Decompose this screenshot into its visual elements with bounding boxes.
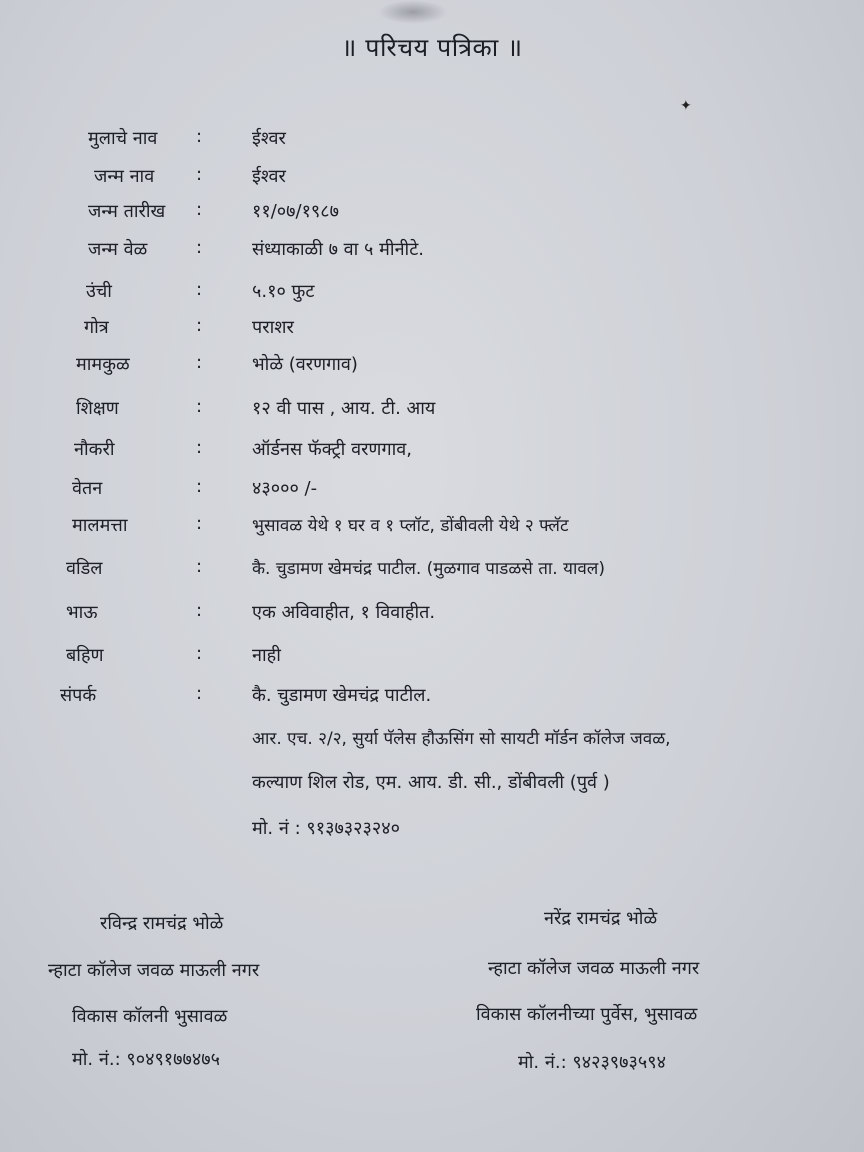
field-separator: : [196, 437, 203, 458]
contact-address-line-1: आर. एच. २/२, सुर्या पॅलेस हौऊसिंग सो सायटी मॉर्डन कॉलेज जवळ, [252, 729, 671, 749]
field-row-height [0, 279, 864, 309]
field-label: संपर्क [60, 685, 97, 706]
field-value: १२ वी पास , आय. टी. आय [252, 398, 436, 419]
field-row-salary [0, 476, 864, 506]
field-row-education [0, 396, 864, 426]
left-signatory-address-1: न्हाटा कॉलेज जवळ माऊली नगर [48, 960, 260, 981]
field-value: भोळे (वरणगाव) [252, 354, 358, 375]
field-value: ४३००० /- [252, 478, 318, 499]
field-label: उंची [86, 281, 112, 302]
field-separator: : [196, 513, 203, 534]
field-row-property [0, 513, 864, 543]
field-separator: : [196, 556, 203, 577]
field-value: एक अविवाहीत, १ विवाहीत. [252, 602, 436, 623]
right-signatory-phone: मो. नं.: ९४२३९७३५९४ [518, 1052, 666, 1073]
field-separator: : [196, 643, 203, 664]
field-separator: : [196, 396, 203, 417]
left-signatory-address-2: विकास कॉलनी भुसावळ [72, 1006, 228, 1027]
contact-address-line-2: कल्याण शिल रोड, एम. आय. डी. सी., डोंबीवली (पुर्व ) [252, 772, 610, 793]
left-signatory-phone: मो. नं.: ९०४९१७७४७५ [72, 1049, 220, 1070]
field-row-birth-date [0, 199, 864, 229]
field-label: मालमत्ता [72, 515, 128, 536]
field-value: ११/०७/१९८७ [252, 201, 340, 222]
field-row-sister [0, 643, 864, 673]
field-separator: : [196, 352, 203, 373]
field-row-gotra [0, 315, 864, 345]
field-separator: : [196, 126, 203, 147]
contact-phone: मो. नं : ९१३७३२३२४० [252, 818, 400, 839]
field-value: संध्याकाळी ७ वा ५ मीनीटे. [252, 239, 425, 260]
right-signatory-address-1: न्हाटा कॉलेज जवळ माऊली नगर [488, 958, 700, 979]
left-signatory-name: रविन्द्र रामचंद्र भोळे [100, 913, 224, 934]
field-label: बहिण [66, 645, 104, 666]
field-label: मुलाचे नाव [88, 128, 158, 149]
field-label: नौकरी [74, 439, 115, 460]
field-value: ऑर्डनस फॅक्ट्री वरणगाव, [252, 439, 412, 460]
field-row-birth-name [0, 164, 864, 194]
field-value: ईश्वर [252, 128, 286, 149]
field-label: शिक्षण [76, 398, 119, 419]
field-value: ईश्वर [252, 166, 286, 187]
field-separator: : [196, 279, 203, 300]
field-value: नाही [252, 645, 281, 666]
right-signatory-name: नरेंद्र रामचंद्र भोळे [544, 908, 658, 929]
field-label: जन्म नाव [94, 166, 155, 187]
field-value: ५.१० फुट [252, 281, 315, 302]
field-row-name [0, 126, 864, 156]
ink-mark: ✦ [680, 98, 692, 114]
right-signatory-address-2: विकास कॉलनीच्या पुर्वेस, भुसावळ [476, 1004, 698, 1025]
field-row-contact [0, 683, 864, 713]
field-separator: : [196, 600, 203, 621]
field-separator: : [196, 164, 203, 185]
field-label: मामकुळ [76, 354, 130, 375]
field-value: कै. चुडामण खेमचंद्र पाटील. (मुळगाव पाडळसे ता. यावल) [252, 559, 605, 579]
page-title: ॥ परिचय पत्रिका ॥ [341, 33, 523, 62]
field-label: वेतन [72, 478, 103, 499]
field-row-birth-time [0, 237, 864, 267]
stamp-smudge [378, 0, 448, 24]
field-value: पराशर [252, 317, 294, 338]
field-label: जन्म वेळ [88, 239, 148, 260]
field-value: भुसावळ येथे १ घर व १ प्लॉट, डोंबीवली येथे २ फ्लॅट [252, 516, 569, 536]
field-label: गोत्र [84, 317, 109, 338]
field-label: वडिल [66, 558, 103, 579]
field-label: भाऊ [66, 602, 98, 623]
field-separator: : [196, 315, 203, 336]
field-separator: : [196, 237, 203, 258]
field-value: कै. चुडामण खेमचंद्र पाटील. [252, 685, 432, 706]
field-label: जन्म तारीख [88, 201, 166, 222]
field-row-maternal-family [0, 352, 864, 382]
field-separator: : [196, 199, 203, 220]
field-separator: : [196, 683, 203, 704]
field-separator: : [196, 476, 203, 497]
field-row-job [0, 437, 864, 467]
field-row-brother [0, 600, 864, 630]
field-row-father [0, 556, 864, 586]
